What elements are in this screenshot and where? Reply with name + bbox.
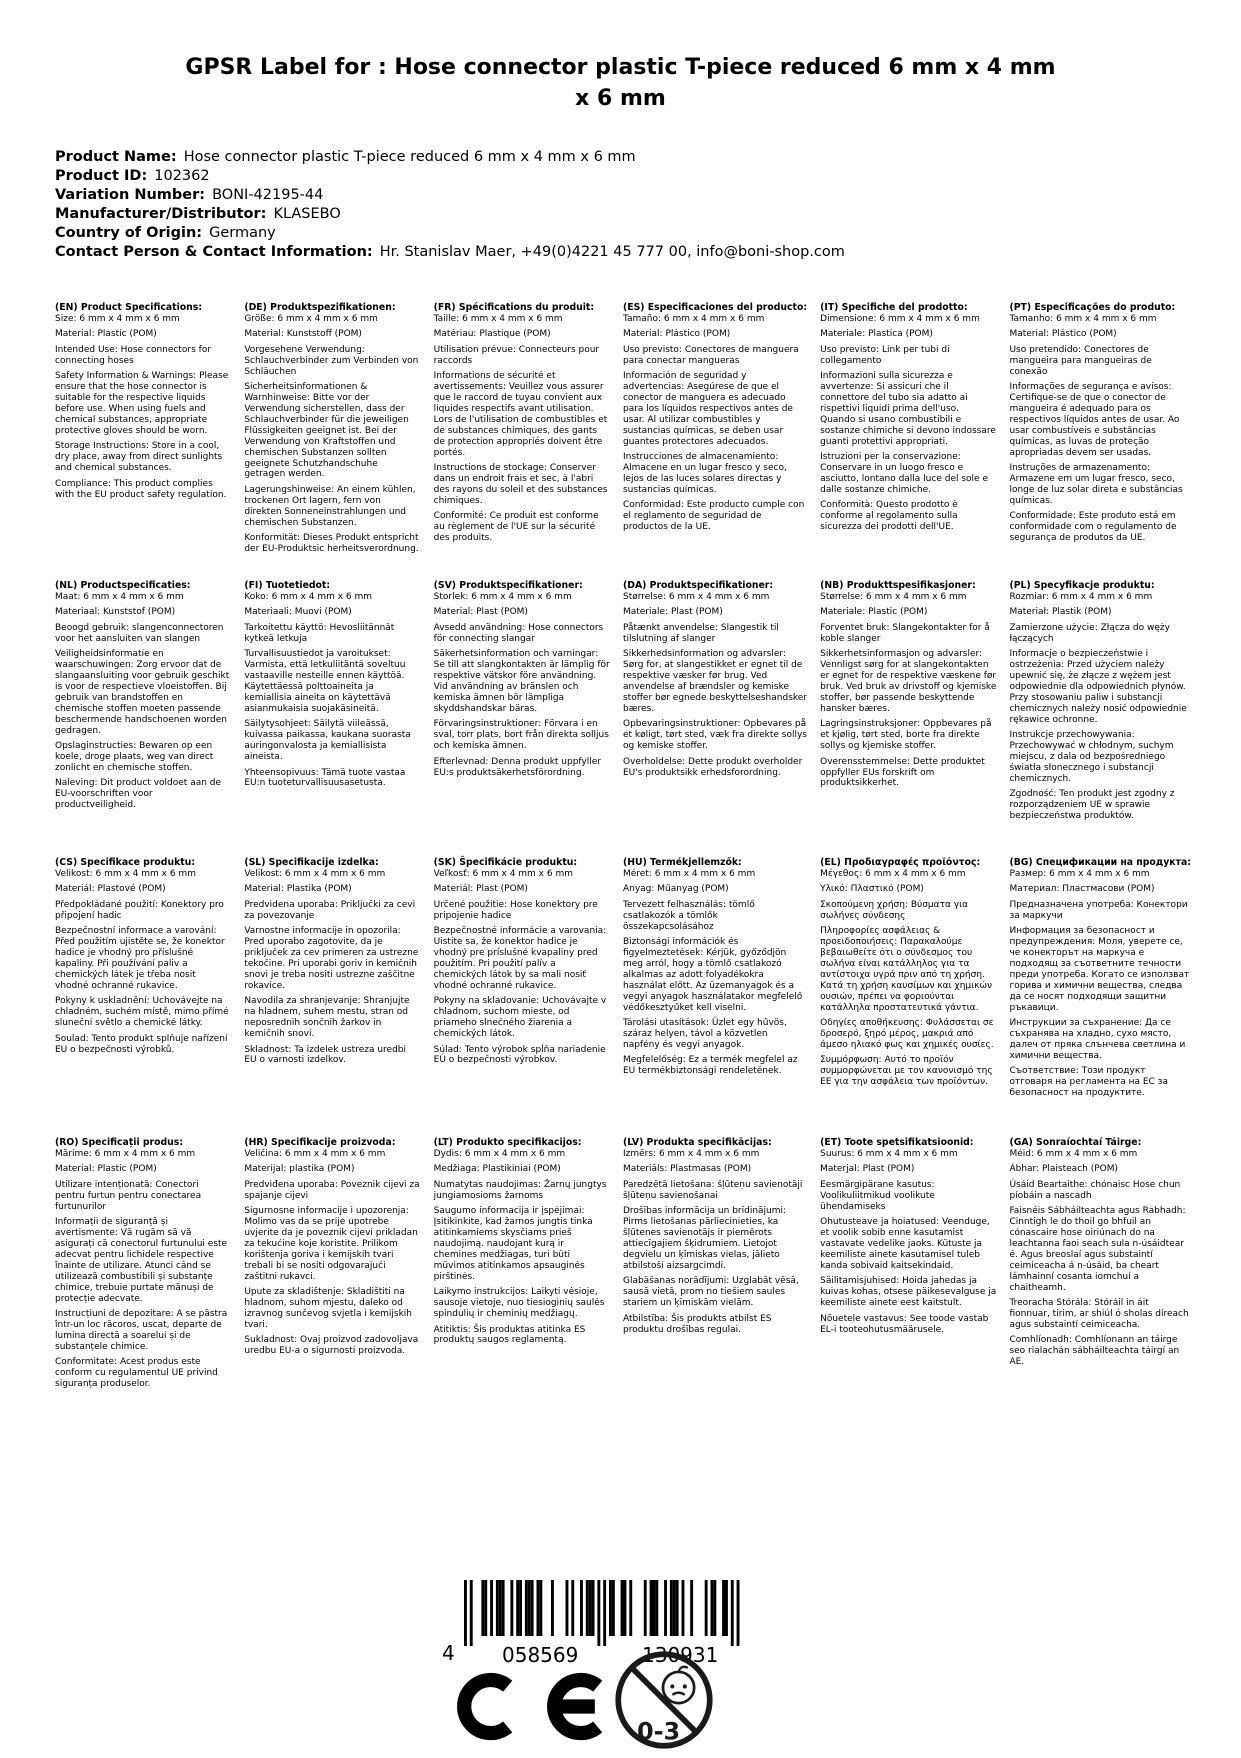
spec-paragraph: Lagringsinstruksjoner: Oppbevares på et kjølig, tørt sted, borte fra direkte sollys og kjemiske stoffer. bbox=[820, 719, 992, 752]
spec-paragraph: Taille: 6 mm x 4 mm x 6 mm bbox=[433, 313, 563, 324]
spec-paragraph: Material: Kunststoff (POM) bbox=[244, 329, 362, 340]
spec-paragraph: Инструкции за съхранение: Да се съхранява на хладно, сухо място, далеч от пряка слънчева светлина и химични вещества. bbox=[1009, 1018, 1186, 1061]
spec-paragraph: Lagerungshinweise: An einem kühlen, trockenen Ort lagern, fern von direkten Sonneneinstrahlungen und chemischen Substanzen. bbox=[244, 484, 416, 528]
barcode-lead-digit: 4 bbox=[442, 1641, 455, 1665]
spec-paragraph: Ábhar: Plaisteach (POM) bbox=[1009, 1164, 1119, 1175]
spec-paragraph: Koko: 6 mm x 4 mm x 6 mm bbox=[244, 591, 373, 602]
lang-block-title: (EL) Προδιαγραφές προϊόντος: bbox=[820, 857, 981, 868]
spec-paragraph: Paredzētā lietošana: šļūteņu savienotāji šļūteņu savienošanai bbox=[622, 1179, 803, 1201]
spec-paragraph: Υλικό: Πλαστικό (POM) bbox=[820, 884, 924, 895]
spec-paragraph: Instrucțiuni de depozitare: A se păstra într-un loc răcoros, uscat, departe de lumina directă a soarelui și de substanțele chimice. bbox=[55, 1309, 228, 1352]
spec-paragraph: Informazioni sulla sicurezza e avvertenze: Si assicuri che il connettore del tubo sia adatto ai rispettivi liquidi prima dell'uso. Quando si usano combustibili e sostanze chimiche si devono indossare guanti protettivi appropriati. bbox=[820, 371, 996, 447]
spec-paragraph: Storlek: 6 mm x 4 mm x 6 mm bbox=[433, 591, 572, 602]
spec-paragraph: Предназначена употреба: Конектори за маркучи bbox=[1009, 899, 1188, 921]
spec-paragraph: Informacje o bezpieczeństwie i ostrzeżenia: Przed użyciem należy upewnić się, że złącze z wężem jest odpowiednie dla odpowiednich płynów. Przy stosowaniu paliw i substancji chemicznych należy nosić odpowiednie rękawice ochronne. bbox=[1009, 649, 1187, 725]
spec-paragraph: Veiligheidsinformatie en waarschuwingen: Zorg ervoor dat de slangaansluiting voor gebruik geschikt is voor de respectieve vloeistoffen. Bij gebruik van brandstoffen en chemische stoffen moeten passende beschermende handschoenen worden gedragen. bbox=[55, 649, 230, 736]
spec-paragraph: Suurus: 6 mm x 4 mm x 6 mm bbox=[820, 1148, 958, 1159]
spec-paragraph: Predviđena uporaba: Poveznik cijevi za spajanje cijevi bbox=[244, 1179, 420, 1201]
spec-paragraph: Pokyny k uskladnění: Uchovávejte na chladném, suchém místě, mimo přímé sluneční světlo a chemické látky. bbox=[55, 996, 229, 1029]
product-info-row bbox=[55, 205, 1201, 224]
spec-paragraph: Safety Information & Warnings: Please ensure that the hose connector is suitable for the respective liquids before use. When using fuels and chemical substances, appropriate protective gloves should be worn. bbox=[55, 371, 229, 436]
product-info-row bbox=[55, 224, 1201, 243]
spec-paragraph: Информация за безопасност и предупреждения: Моля, уверете се, че конекторът на маркуча е подходящ за съответните течности преди употреба. Когато се използват горива и химични вещества, следва да се носят подходящи защитни ръкавици. bbox=[1009, 926, 1190, 1013]
spec-paragraph: Nõuetele vastavus: See toode vastab EL-i tooteohutusmäärusele. bbox=[820, 1313, 989, 1335]
lang-block-hr bbox=[244, 1138, 420, 1395]
lang-block-da bbox=[623, 581, 807, 858]
lang-block-title: (ET) Toote spetsifikatsioonid: bbox=[820, 1137, 974, 1148]
spec-paragraph: Συμμόρφωση: Αυτό το προϊόν συμμορφώνεται με τον κανονισμό της ΕΕ για την ασφάλεια των προϊόντων. bbox=[820, 1055, 993, 1088]
spec-paragraph: Размер: 6 mm x 4 mm x 6 mm bbox=[1009, 868, 1150, 879]
spec-paragraph: Tarkoitettu käyttö: Hevosliitännät kytkeä letkuja bbox=[244, 622, 395, 644]
product-info-value: Hr. Stanislav Maer, +49(0)4221 45 777 00, info@boni-shop.com bbox=[379, 243, 845, 260]
spec-paragraph: Turvallisuustiedot ja varoitukset: Varmista, että letkuliitäntä soveltuu vastaaville nesteille ennen käyttöä. Käytettäessä polttoaineita ja kemiallisia aineita on käytettävä asianmukaisia suojakäsineitä. bbox=[244, 649, 406, 714]
spec-paragraph: Atitiktis: Šis produktas atitinka ES produktų saugos reglamentą. bbox=[433, 1324, 586, 1346]
spec-paragraph: Instrucciones de almacenamiento: Almacene en un lugar fresco y seco, lejos de las luces solares directas y sustancias químicas. bbox=[622, 452, 787, 495]
lang-block-title: (FR) Spécifications du produit: bbox=[433, 302, 595, 313]
product-info-row bbox=[55, 148, 1201, 167]
ce-mark-icon bbox=[448, 1660, 628, 1758]
spec-paragraph: Zgodność: Ten produkt jest zgodny z rozporządzeniem UE w sprawie bezpieczeństwa produktów. bbox=[1009, 789, 1175, 822]
spec-paragraph: Biztonsági információk és figyelmeztetések: Kérjük, győződjön meg arról, hogy a tömlő csatlakozó alkalmas az adott folyadékokra használat előtt. Az üzemanyagok és a vegyi anyagok használatakor megfelelő védőkesztyűket kell viselni. bbox=[622, 937, 803, 1013]
spec-paragraph: Material: Plástico (POM) bbox=[622, 329, 731, 340]
product-info-label: Contact Person & Contact Information: bbox=[55, 243, 373, 260]
spec-paragraph: Съответствие: Този продукт отговаря на регламента на ЕС за безопасност на продуктите. bbox=[1009, 1066, 1168, 1099]
spec-paragraph: Material: Plast (POM) bbox=[433, 607, 528, 618]
spec-paragraph: Sikkerhedsinformation og advarsler: Sørg for, at slangestikket er egnet til de respektive væsker før brug. Ved anvendelse af brændsler og kemiske stoffer bør egnede beskyttelseshandsker bæres. bbox=[622, 649, 808, 714]
spec-paragraph: Sigurnosne informacije i upozorenja: Molimo vas da se prije upotrebe uvjerite da je poveznik cijevi prikladan za tekućine koje koristite. Prilikom korištenja goriva i kemijskih tvari trebali bi se nositi odgovarajući zaštitni rukavci. bbox=[244, 1206, 418, 1282]
spec-paragraph: Instruções de armazenamento: Armazene em um lugar fresco, seco, longe de luz solar direta e substâncias químicas. bbox=[1009, 463, 1183, 506]
spec-paragraph: Treoracha Stórála: Stóráil in áit fionnuar, tirim, ar shiúl ó sholas díreach agus substaintí ceimiceacha. bbox=[1009, 1298, 1189, 1330]
spec-paragraph: Størrelse: 6 mm x 4 mm x 6 mm bbox=[820, 591, 967, 602]
spec-paragraph: Uso pretendido: Conectores de mangueira para mangueiras de conexão bbox=[1009, 344, 1152, 377]
lang-block-ro bbox=[55, 1138, 231, 1395]
product-info-label: Product ID: bbox=[55, 167, 148, 184]
page-title-line2: x 6 mm bbox=[575, 86, 666, 111]
product-info-value: 102362 bbox=[154, 167, 210, 184]
spec-paragraph: Utilizare intenționată: Conectori pentru furtun pentru conectarea furtunurilor bbox=[55, 1179, 202, 1212]
spec-paragraph: Conformitate: Acest produs este conform cu regulamentul UE privind siguranța produselor. bbox=[55, 1357, 218, 1390]
spec-paragraph: Mărime: 6 mm x 4 mm x 6 mm bbox=[55, 1148, 196, 1159]
spec-paragraph: Eesmärgipärane kasutus: Voolikuliitmikud voolikute ühendamiseks bbox=[820, 1179, 935, 1212]
barcode-group2: 130931 bbox=[642, 1643, 719, 1667]
spec-paragraph: Informations de sécurité et avertissements: Veuillez vous assurer que le raccord de tuyau convient aux liquides respectifs avant utilisation. Lors de l'utilisation de combustibles et de substances chimiques, des gants de protection appropriés doivent être portés. bbox=[433, 371, 608, 458]
lang-block-title: (PT) Especificações do produto: bbox=[1009, 302, 1176, 313]
product-info-value: BONI-42195-44 bbox=[212, 186, 324, 203]
spec-paragraph: Tamaño: 6 mm x 4 mm x 6 mm bbox=[622, 313, 765, 324]
spec-paragraph: Instrukcje przechowywania: Przechowywać w chłodnym, suchym miejscu, z dala od bezpośredniego światła słonecznego i substancji chemicznych. bbox=[1009, 730, 1174, 784]
spec-paragraph: Overholdelse: Dette produkt overholder EU's produktsikk erhedsforordning. bbox=[622, 756, 803, 778]
spec-paragraph: Size: 6 mm x 4 mm x 6 mm bbox=[55, 313, 180, 324]
lang-block-title: (LT) Produkto specifikacijos: bbox=[433, 1137, 582, 1148]
age-warning-0-3-icon bbox=[612, 1648, 716, 1756]
product-info-row bbox=[55, 186, 1201, 205]
lang-block-title: (LV) Produkta specifikācijas: bbox=[622, 1137, 772, 1148]
spec-paragraph: Opbevaringsinstruktioner: Opbevares på et køligt, tørt sted, væk fra direkte sollys og kemiske stoffer. bbox=[622, 719, 807, 752]
spec-paragraph: Materiál: Plast (POM) bbox=[433, 884, 528, 895]
lang-block-fr bbox=[434, 303, 610, 581]
lang-block-title: (FI) Tuotetiedot: bbox=[244, 580, 331, 591]
lang-block-title: (IT) Specifiche del prodotto: bbox=[820, 302, 968, 313]
spec-paragraph: Dimensione: 6 mm x 4 mm x 6 mm bbox=[820, 313, 980, 324]
lang-block-sl bbox=[244, 858, 420, 1138]
lang-block-title: (ES) Especificaciones del producto: bbox=[622, 302, 808, 313]
product-info-value: Germany bbox=[209, 224, 276, 241]
spec-paragraph: Atbilstība: Šis produkts atbilst ES produktu drošības regulai. bbox=[622, 1313, 772, 1335]
spec-paragraph: Størrelse: 6 mm x 4 mm x 6 mm bbox=[622, 591, 770, 602]
spec-paragraph: Μέγεθος: 6 mm x 4 mm x 6 mm bbox=[820, 868, 966, 879]
lang-block-de bbox=[244, 303, 420, 581]
spec-paragraph: Izmērs: 6 mm x 4 mm x 6 mm bbox=[622, 1148, 760, 1159]
spec-paragraph: Vorgesehene Verwendung: Schlauchverbinder zum Verbinden von Schläuchen bbox=[244, 344, 419, 377]
spec-paragraph: Materiál: Plastové (POM) bbox=[55, 884, 166, 895]
spec-paragraph: Upute za skladištenje: Skladištiti na hladnom, suhom mjestu, daleko od izravnog sunčevog svjetla i kemijskih tvari. bbox=[244, 1287, 412, 1330]
spec-paragraph: Tervezett felhasználás: tömlő csatlakozók a tömlők összekapcsolásához bbox=[622, 899, 755, 932]
spec-paragraph: Materjal: Plast (POM) bbox=[820, 1164, 915, 1175]
spec-paragraph: Varnostne informacije in opozorila: Pred uporabo zagotovite, da je priključek za cev primeren za ustrezne tekočine. Pri uporabi goriv in kemičnih snovi je treba nositi ustrezne zaščitne rokavice. bbox=[244, 926, 419, 991]
spec-paragraph: Konformität: Dieses Produkt entspricht der EU-Produktsic herheitsverordnung. bbox=[244, 533, 419, 555]
spec-paragraph: Matériau: Plastique (POM) bbox=[433, 329, 551, 340]
spec-paragraph: Informații de siguranță și avertismente: Vă rugăm să vă asigurați că conectorul furtunului este adecvat pentru lichidele respective înainte de utilizare. Atunci când se utilizează combustibili și substanțe chimice, trebuie purtate mănuși de protecție adecvate. bbox=[55, 1217, 228, 1304]
spec-paragraph: Материал: Пластмасови (POM) bbox=[1009, 884, 1155, 895]
product-info-label: Variation Number: bbox=[55, 186, 206, 203]
lang-block-nl bbox=[55, 581, 231, 858]
lang-block-title: (SV) Produktspecifikationer: bbox=[433, 580, 583, 591]
spec-paragraph: Laikymo instrukcijos: Laikyti vėsioje, sausoje vietoje, nuo tiesioginių saulės spindulių ir cheminių medžiagų. bbox=[433, 1287, 605, 1320]
lang-block-title: (SL) Specifikacije izdelka: bbox=[244, 857, 379, 868]
spec-paragraph: Určené použitie: Hose konektory pre pripojenie hadice bbox=[433, 899, 598, 921]
spec-paragraph: Informações de segurança e avisos: Certifique-se de que o conector de mangueira é adequado para os respectivos líquidos antes de usar. Ao usar combustíveis e substâncias químicas, as luvas de proteção apropriadas devem ser usadas. bbox=[1009, 382, 1180, 458]
lang-block-title: (CS) Specifikace produktu: bbox=[55, 857, 196, 868]
spec-paragraph: Avsedd användning: Hose connectors för connecting slangar bbox=[433, 622, 604, 644]
lang-block-es bbox=[623, 303, 807, 581]
spec-paragraph: Rozmiar: 6 mm x 4 mm x 6 mm bbox=[1009, 591, 1153, 602]
product-info-section bbox=[55, 148, 1201, 261]
spec-paragraph: Uso previsto: Conectores de manguera para conectar mangueras bbox=[622, 344, 799, 366]
spec-paragraph: Ohutusteave ja hoiatused: Veenduge, et voolik sobib enne kasutamist vastavate vedelike jaoks. Kütuste ja keemiliste ainete kasutamisel tuleb kanda sobivaid kaitsekindaid. bbox=[820, 1217, 990, 1271]
spec-paragraph: Saugumo informacija ir įspėjimai: Įsitikinkite, kad žarnos jungtis tinka atitinkamiems skysčiams prieš naudojimą. naudojant kurą ir chemines medžiagas, turi būti mūvimos atitinkamos apsauginės pirštinės. bbox=[433, 1206, 593, 1282]
lang-block-en bbox=[55, 303, 231, 581]
age-warning-text: 0-3 bbox=[636, 1717, 681, 1746]
spec-paragraph: Materiaali: Muovi (POM) bbox=[244, 607, 352, 618]
product-info-value: KLASEBO bbox=[273, 205, 341, 222]
lang-block-pl bbox=[1009, 581, 1191, 858]
lang-block-lv bbox=[623, 1138, 807, 1395]
spec-paragraph: Overensstemmelse: Dette produktet oppfyller EUs forskrift om produktsikkerhet. bbox=[820, 756, 985, 789]
page-title-line1: GPSR Label for : Hose connector plastic T-piece reduced 6 mm x 4 mm bbox=[185, 55, 1056, 80]
spec-paragraph: Πληροφορίες ασφάλειας & προειδοποιήσεις: Παρακαλούμε βεβαιωθείτε ότι ο σύνδεσμος του σωλήνα είναι κατάλληλος για τα αντίστοιχα υγρά πριν από τη χρήση. Κατά τη χρήση καυσίμων και χημικών ουσιών, πρέπει να φοριούνται κατάλληλα προστατευτικά γάντια. bbox=[820, 926, 993, 1013]
lang-block-title: (EN) Product Specifications: bbox=[55, 302, 203, 313]
spec-paragraph: Materijal: plastika (POM) bbox=[244, 1164, 355, 1175]
spec-paragraph: Skladnost: Ta izdelek ustreza uredbi EU o varnosti izdelkov. bbox=[244, 1044, 407, 1066]
spec-paragraph: Material: Plastika (POM) bbox=[244, 884, 352, 895]
spec-paragraph: Sicherheitsinformationen & Warnhinweise: Bitte vor der Verwendung sicherstellen, dass der Schlauchverbinder für die jeweiligen Flüssigkeiten geeignet ist. Bei der Verwendung von Kraftstoffen und chemischen Substanzen sollten geeignete Schutzhandschuhe getragen werden. bbox=[244, 382, 409, 480]
spec-paragraph: Påtænkt anvendelse: Slangestik til tilslutning af slanger bbox=[622, 622, 779, 644]
spec-paragraph: Efterlevnad: Denna produkt uppfyller EU:s produktsäkerhetsförordning. bbox=[433, 756, 602, 778]
product-info-label: Manufacturer/Distributor: bbox=[55, 205, 267, 222]
lang-block-et bbox=[820, 1138, 996, 1395]
spec-paragraph: Sukladnost: Ovaj proizvod zadovoljava uredbu EU-a o sigurnosti proizvoda. bbox=[244, 1335, 419, 1357]
spec-paragraph: Material: Plastic (POM) bbox=[55, 1164, 157, 1175]
spec-paragraph: Material: Plastic (POM) bbox=[55, 329, 157, 340]
spec-paragraph: Anyag: Műanyag (POM) bbox=[622, 884, 729, 895]
product-info-label: Product Name: bbox=[55, 149, 177, 165]
spec-paragraph: Pokyny na skladovanie: Uchovávajte v chladnom, suchom mieste, od priameho slnečného žiarenia a chemických látok. bbox=[433, 996, 607, 1040]
spec-paragraph: Velikost: 6 mm x 4 mm x 6 mm bbox=[244, 868, 386, 879]
spec-paragraph: Materiał: Plastik (POM) bbox=[1009, 607, 1112, 618]
lang-block-title: (SK) Špecifikácie produktu: bbox=[433, 857, 578, 868]
spec-paragraph: Materiāls: Plastmasas (POM) bbox=[622, 1164, 752, 1175]
spec-paragraph: Medžiaga: Plastikiniai (POM) bbox=[433, 1164, 561, 1175]
spec-paragraph: Conformità: Questo prodotto è conforme al regolamento sulla sicurezza dei prodotti dell'UE. bbox=[820, 500, 958, 533]
spec-paragraph: Méret: 6 mm x 4 mm x 6 mm bbox=[622, 868, 756, 879]
spec-paragraph: Materiaal: Kunststof (POM) bbox=[55, 607, 176, 618]
spec-paragraph: Súlad: Tento výrobok spĺňa nariadenie EÚ o bezpečnosti výrobkov. bbox=[433, 1044, 606, 1066]
spec-paragraph: Opslaginstructies: Bewaren op een koele, droge plaats, weg van direct zonlicht en chemische stoffen. bbox=[55, 741, 214, 773]
lang-block-title: (NB) Produkttspesifikasjoner: bbox=[820, 580, 976, 591]
spec-paragraph: Soulad: Tento produkt splňuje nařízení EU o bezpečnosti výrobků. bbox=[55, 1033, 228, 1055]
spec-paragraph: Säilitamisjuhised: Hoida jahedas ja kuivas kohas, otsese päikesevalguse ja keemiliste ainete eest kaitstult. bbox=[820, 1276, 997, 1309]
spec-paragraph: Megfelelőség: Ez a termék megfelel az EU termékbiztonsági rendeletének. bbox=[622, 1055, 798, 1077]
spec-paragraph: Οδηγίες αποθήκευσης: Φυλάσσεται σε δροσερό, ξηρό μέρος, μακριά από άμεσο ηλιακό φως και χημικές ουσίες. bbox=[820, 1018, 994, 1050]
spec-paragraph: Materiale: Plast (POM) bbox=[622, 607, 723, 618]
lang-block-sk bbox=[434, 858, 610, 1138]
spec-paragraph: Größe: 6 mm x 4 mm x 6 mm bbox=[244, 313, 378, 324]
lang-block-it bbox=[820, 303, 996, 581]
lang-block-title: (DE) Produktspezifikationen: bbox=[244, 302, 396, 313]
spec-paragraph: Yhteensopivuus: Tämä tuote vastaa EU:n tuoteturvallisuusasetusta. bbox=[244, 767, 406, 789]
spec-paragraph: Información de seguridad y advertencias: Asegúrese de que el conector de manguera es adecuado para los líquidos respectivos antes de usar. Al utilizar combustibles y sustancias químicas, se deben usar guantes protectores adecuados. bbox=[622, 371, 793, 447]
spec-paragraph: Materiale: Plastic (POM) bbox=[820, 607, 928, 618]
lang-block-bg bbox=[1009, 858, 1191, 1138]
lang-block-cs bbox=[55, 858, 231, 1138]
lang-block-title: (RO) Specificații produs: bbox=[55, 1137, 184, 1148]
lang-block-title: (HR) Specifikacije proizvoda: bbox=[244, 1137, 396, 1148]
spec-paragraph: Förvaringsinstruktioner: Förvara i en sval, torr plats, bort från direkta solljus och kemiska ämnen. bbox=[433, 719, 609, 752]
spec-paragraph: Säilytysohjeet: Säilytä viileässä, kuivassa paikassa, kaukana suorasta auringonvalosta ja kemiallisista aineista. bbox=[244, 719, 411, 763]
lang-block-pt bbox=[1009, 303, 1191, 581]
lang-block-lt bbox=[434, 1138, 610, 1395]
lang-block-title: (DA) Produktspecifikationer: bbox=[622, 580, 774, 591]
lang-block-ga bbox=[1009, 1138, 1191, 1395]
spec-paragraph: Naleving: Dit product voldoet aan de EU-voorschriften voor productveiligheid. bbox=[55, 778, 222, 811]
spec-paragraph: Intended Use: Hose connectors for connecting hoses bbox=[55, 344, 212, 366]
lang-block-title: (BG) Спецификации на продукта: bbox=[1009, 857, 1191, 868]
spec-paragraph: Conformidad: Este producto cumple con el reglamento de seguridad de productos de la UE. bbox=[622, 500, 805, 533]
spec-paragraph: Bezpečnostné informácie a varovania: Uistite sa, že konektor hadice je vhodný pre príslušné kvapaliny pred použitím. Pri použití palív a chemických látok by sa mali nosiť vhodné ochranné rukavice. bbox=[433, 926, 607, 991]
spec-paragraph: Tamanho: 6 mm x 4 mm x 6 mm bbox=[1009, 313, 1157, 324]
spec-paragraph: Säkerhetsinformation och varningar: Se till att slangkontakten är lämplig för respektive vätskor före användning. Vid användning av bränslen och kemiska ämnen bör lämpliga skyddshandskar bäras. bbox=[433, 649, 610, 714]
lang-block-title: (NL) Productspecificaties: bbox=[55, 580, 191, 591]
spec-paragraph: Utilisation prévue: Connecteurs pour raccords bbox=[433, 344, 600, 366]
spec-paragraph: Tárolási utasítások: Üzlet egy hűvös, száraz helyen, távol a közvetlen napfény és vegyi anyagok. bbox=[622, 1018, 787, 1050]
spec-paragraph: Comhlíonadh: Comhlíonann an táirge seo rialachán sábháilteachta táirgí an AE. bbox=[1009, 1335, 1180, 1368]
spec-paragraph: Materiale: Plastica (POM) bbox=[820, 329, 933, 340]
spec-paragraph: Navodila za shranjevanje: Shranjujte na hladnem, suhem mestu, stran od neposrednih sončnih žarkov in kemičnih snovi. bbox=[244, 996, 410, 1040]
product-info-row bbox=[55, 167, 1201, 186]
spec-paragraph: Velikost: 6 mm x 4 mm x 6 mm bbox=[55, 868, 196, 879]
spec-paragraph: Úsáid Beartaithe: chónaisc Hose chun píobáin a nascadh bbox=[1009, 1179, 1181, 1201]
spec-paragraph: Beoogd gebruik: slangenconnectoren voor het aansluiten van slangen bbox=[55, 622, 224, 644]
spec-paragraph: Material: Plástico (POM) bbox=[1009, 329, 1117, 340]
lang-block-title: (HU) Termékjellemzők: bbox=[622, 857, 742, 868]
lang-block-title: (PL) Specyfikacje produktu: bbox=[1009, 580, 1155, 591]
spec-paragraph: Veličina: 6 mm x 4 mm x 6 mm bbox=[244, 1148, 386, 1159]
barcode-group1: 058569 bbox=[502, 1643, 579, 1667]
spec-paragraph: Conformité: Ce produit est conforme au règlement de l'UE sur la sécurité des produits. bbox=[433, 511, 599, 544]
spec-paragraph: Méid: 6 mm x 4 mm x 6 mm bbox=[1009, 1148, 1138, 1159]
product-info-value: Hose connector plastic T-piece reduced 6 mm x 4 mm x 6 mm bbox=[183, 149, 636, 165]
spec-paragraph: Numatytas naudojimas: Žarnų jungtys jungiamosioms žarnoms bbox=[433, 1179, 607, 1201]
spec-paragraph: Maat: 6 mm x 4 mm x 6 mm bbox=[55, 591, 184, 602]
lang-block-hu bbox=[623, 858, 807, 1138]
page-title bbox=[100, 52, 1141, 114]
spec-paragraph: Uso previsto: Link per tubi di collegamento bbox=[820, 344, 950, 366]
spec-paragraph: Forventet bruk: Slangekontakter for å koble slanger bbox=[820, 622, 990, 644]
spec-paragraph: Drošības informācija un brīdinājumi: Pirms lietošanas pārliecinieties, ka šļūtenes savienotājs ir piemērots attiecīgajiem šķidrumiem. Lietojot degvielu un ķīmiskas vielas, jālieto atbilstoši aizsargcimdi. bbox=[622, 1206, 787, 1271]
spec-paragraph: Sikkerhetsinformasjon og advarsler: Vennligst sørg for at slangekontakten er egnet for de respektive væskene før bruk. Ved bruk av drivstoff og kjemiske stoffer, bør passende beskyttende hansker bæres. bbox=[820, 649, 997, 714]
spec-paragraph: Předpokládané použití: Konektory pro připojení hadic bbox=[55, 899, 224, 921]
spec-paragraph: Istruzioni per la conservazione: Conservare in un luogo fresco e asciutto, lontano dalla luce del sole e dalle sostanze chimiche. bbox=[820, 452, 988, 495]
lang-block-sv bbox=[434, 581, 610, 858]
lang-block-title: (GA) Sonraíochtaí Táirge: bbox=[1009, 1137, 1142, 1148]
spec-paragraph: Bezpečnostní informace a varování: Před použitím ujistěte se, že konektor hadice je vhodný pro příslušné kapaliny. Při používání paliv a chemických látek je třeba nosit vhodné ochranné rukavice. bbox=[55, 926, 225, 991]
spec-paragraph: Instructions de stockage: Conserver dans un endroit frais et sec, à l'abri des rayons du soleil et des substances chimiques. bbox=[433, 463, 608, 506]
language-blocks-grid bbox=[55, 303, 1191, 1395]
spec-paragraph: Conformidade: Este produto está em conformidade com o regulamento de segurança de produtos da UE. bbox=[1009, 511, 1177, 544]
spec-paragraph: Zamierzone użycie: Złącza do węży łączących bbox=[1009, 622, 1170, 644]
spec-paragraph: Glabāšanas norādījumi: Uzglabāt vēsā, sausā vietā, prom no tiešiem saules stariem un ķīmiskām vielām. bbox=[622, 1276, 799, 1309]
spec-paragraph: Σκοπούμενη χρήση: Βύσματα για σωλήνες σύνδεσης bbox=[820, 899, 969, 921]
spec-paragraph: Compliance: This product complies with the EU product safety regulation. bbox=[55, 478, 227, 500]
lang-block-nb bbox=[820, 581, 996, 858]
spec-paragraph: Predvidena uporaba: Priključki za cevi za povezovanje bbox=[244, 899, 416, 921]
spec-paragraph: Dydis: 6 mm x 4 mm x 6 mm bbox=[433, 1148, 566, 1159]
lang-block-el bbox=[820, 858, 996, 1138]
spec-paragraph: Faisnéis Sábháilteachta agus Rabhadh: Cinntigh le do thoil go bhfuil an cónascaire hose oiriúnach do na leachtanna faoi seach sula n-úsáidtear é. Agus breoslaí agus substaintí ceimiceacha á n-úsáid, ba cheart lámhainní cosanta iomchuí a chaitheamh. bbox=[1009, 1206, 1186, 1293]
spec-paragraph: Storage Instructions: Store in a cool, dry place, away from direct sunlights and chemical substances. bbox=[55, 441, 223, 474]
product-info-label: Country of Origin: bbox=[55, 224, 203, 241]
product-info-row bbox=[55, 243, 1201, 262]
spec-paragraph: Veľkosť: 6 mm x 4 mm x 6 mm bbox=[433, 868, 573, 879]
lang-block-fi bbox=[244, 581, 420, 858]
